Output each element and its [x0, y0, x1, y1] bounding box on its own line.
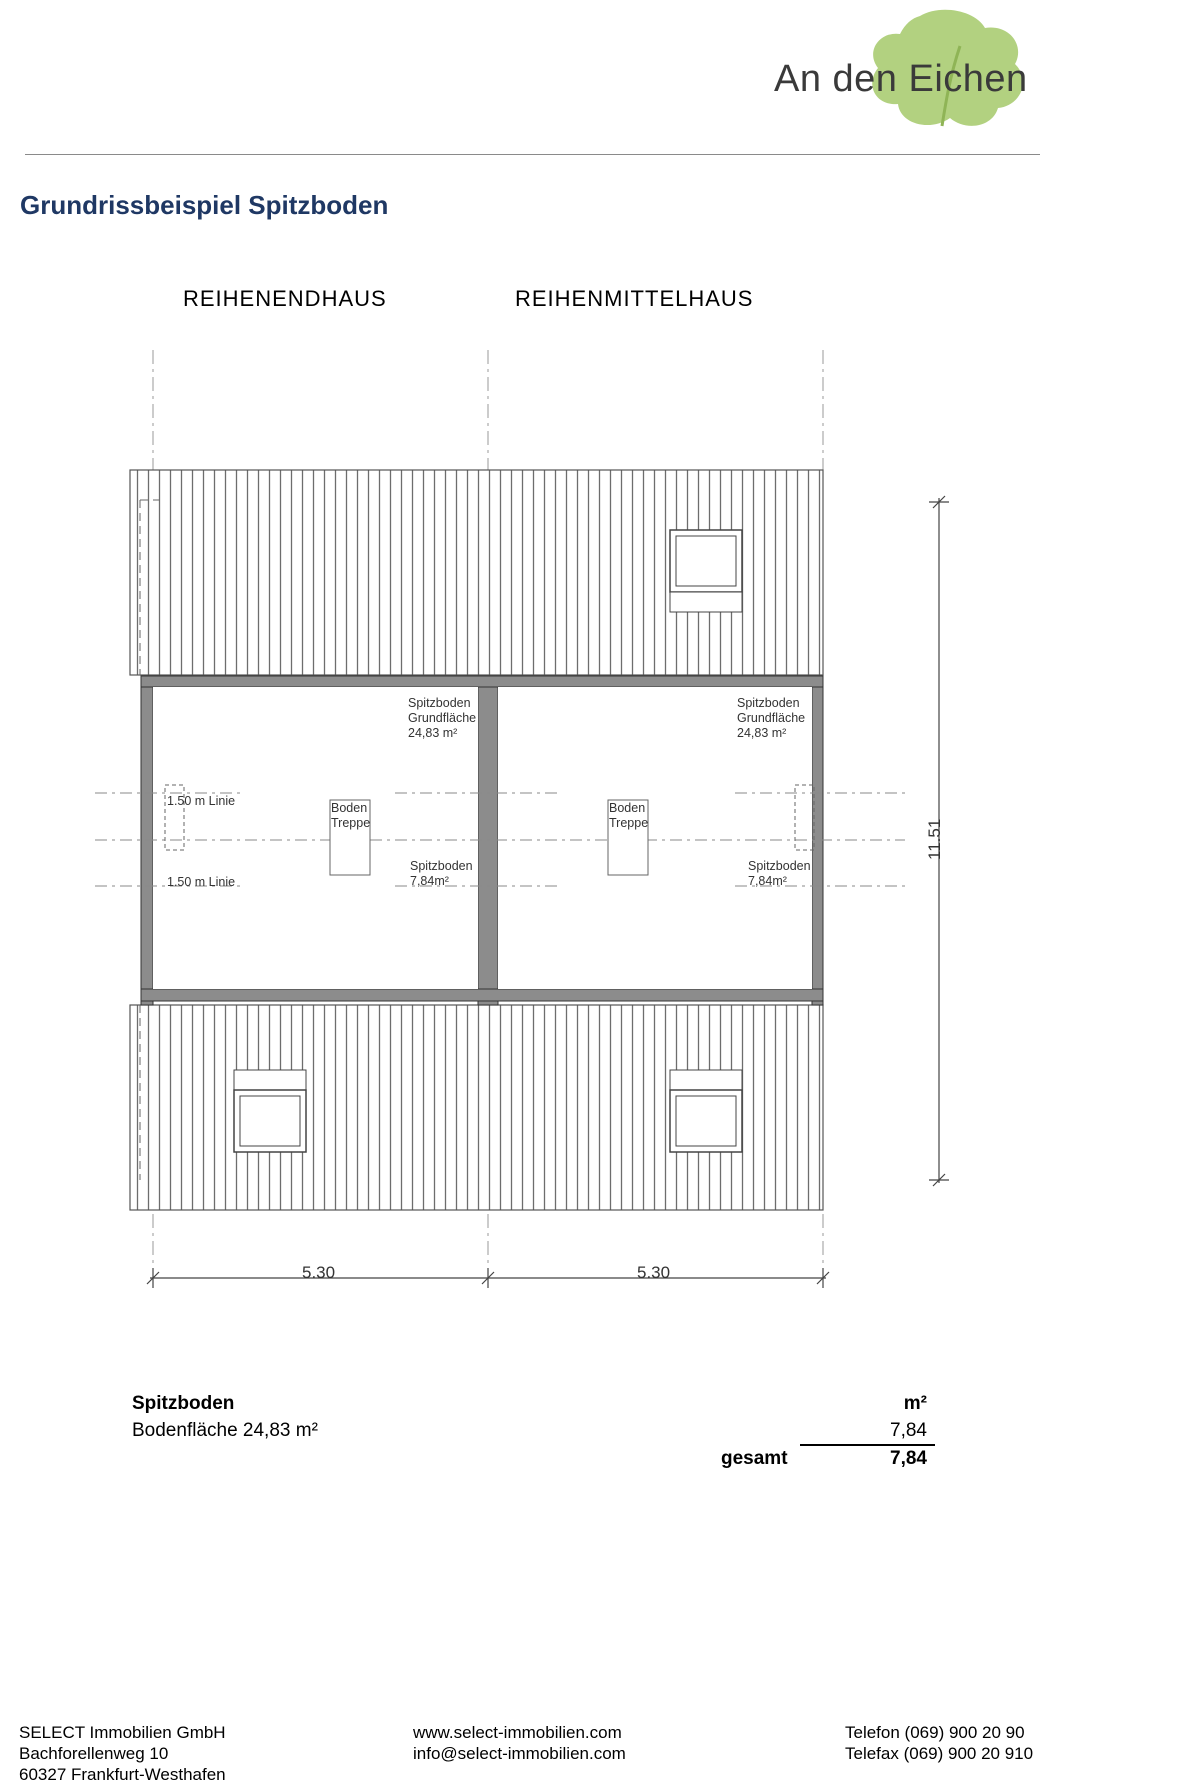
footer-street: Bachforellenweg 10: [19, 1744, 169, 1763]
sub-area-left-2: 7,84m²: [410, 874, 449, 888]
line-label-upper: 1.50 m Linie: [167, 794, 236, 808]
table-sum-rule: [800, 1444, 935, 1446]
stair-label-right-2: Treppe: [609, 816, 649, 830]
footer-web-link[interactable]: www.select-immobilien.com: [413, 1723, 622, 1742]
footer-company: SELECT Immobilien GmbH: [19, 1723, 226, 1742]
skylight: [670, 1070, 742, 1152]
room-label-right-3: 24,83 m²: [737, 726, 787, 740]
line-label-lower: 1.50 m Linie: [167, 875, 236, 889]
footer-contact: [845, 1722, 1033, 1764]
footer-city: 60327 Frankfurt-Westhafen: [19, 1765, 226, 1784]
logo-text: An den Eichen: [774, 58, 1028, 100]
sub-area-left-1: Spitzboden: [410, 859, 473, 873]
area-table: [132, 1393, 932, 1473]
skylight: [670, 530, 742, 612]
skylight: [234, 1070, 306, 1152]
page-title: Grundrissbeispiel Spitzboden: [20, 190, 389, 220]
table-total-label: gesamt: [721, 1448, 788, 1469]
room-label-left-1: Spitzboden: [408, 696, 471, 710]
house-label-end: REIHENENDHAUS: [183, 286, 387, 311]
table-total-value: 7,84: [890, 1448, 927, 1469]
footer-address: [19, 1722, 226, 1785]
table-row-label: Bodenfläche 24,83 m²: [132, 1420, 318, 1441]
dim-width-left: 5.30: [302, 1263, 336, 1282]
footer-email-link[interactable]: info@select-immobilien.com: [413, 1744, 626, 1763]
room-label-left-2: Grundfläche: [408, 711, 477, 725]
sub-area-right-1: Spitzboden: [748, 859, 811, 873]
footer-online: [413, 1722, 626, 1764]
sub-area-right-2: 7,84m²: [748, 874, 787, 888]
dim-width-right: 5.30: [637, 1263, 671, 1282]
house-label-middle: REIHENMITTELHAUS: [515, 286, 754, 311]
stair-label-left-1: Boden: [331, 801, 368, 815]
stair-label-left-2: Treppe: [331, 816, 371, 830]
room-label-right-1: Spitzboden: [737, 696, 800, 710]
stair-label-right-1: Boden: [609, 801, 646, 815]
room-label-left-3: 24,83 m²: [408, 726, 458, 740]
table-unit: m²: [903, 1393, 927, 1414]
footer-fax: Telefax (069) 900 20 910: [845, 1744, 1034, 1763]
table-row-value: 7,84: [890, 1420, 927, 1441]
table-heading: Spitzboden: [132, 1393, 235, 1414]
footer-phone: Telefon (069) 900 20 90: [845, 1723, 1025, 1742]
dimension-width: [147, 1268, 829, 1288]
dim-depth: 11.51: [925, 818, 944, 860]
room-label-right-2: Grundfläche: [737, 711, 806, 725]
